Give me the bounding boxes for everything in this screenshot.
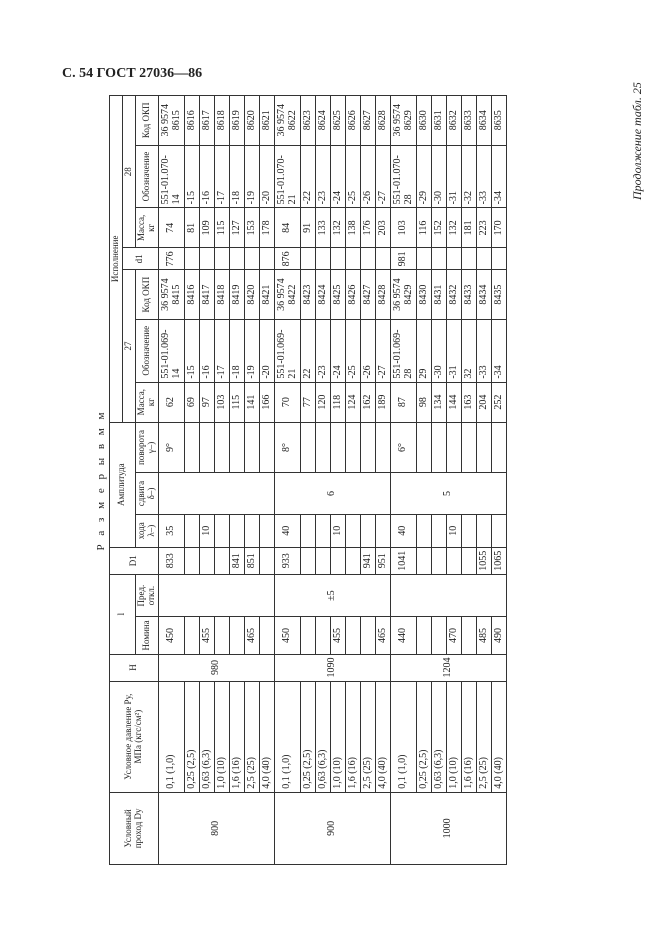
cell-mass27: 87 xyxy=(390,382,416,422)
cell-mass28: 84 xyxy=(274,208,300,248)
cell-pressure: 2,5 (25) xyxy=(476,681,491,792)
cell-d-exec xyxy=(461,248,476,270)
cell-designation28: -23 xyxy=(315,145,330,208)
cell-mass28: 132 xyxy=(330,208,345,248)
cell-amp-rot xyxy=(431,422,446,473)
cell-d-exec: 981 xyxy=(390,248,416,270)
col-d-exec: d1 xyxy=(122,248,158,270)
cell-amp-shift: 6 xyxy=(274,473,390,514)
cell-amp-rot xyxy=(300,422,315,473)
cell-amp-rot xyxy=(330,422,345,473)
cell-d1: 933 xyxy=(274,547,300,574)
col-amp-rot: поворота γ–) xyxy=(135,422,158,473)
cell-okp27: 36 9574 8422 xyxy=(274,270,300,320)
cell-d1 xyxy=(431,547,446,574)
cell-d1: 1041 xyxy=(390,547,416,574)
cell-designation28: -31 xyxy=(446,145,461,208)
cell-pressure: 4,0 (40) xyxy=(375,681,390,792)
cell-l-dev xyxy=(390,574,506,617)
col-l-nom: Номина xyxy=(135,617,158,654)
cell-amp-rot: 8° xyxy=(274,422,300,473)
cell-okp28: 36 9574 8615 xyxy=(158,96,184,146)
cell-d-exec xyxy=(315,248,330,270)
cell-l-nom xyxy=(259,617,274,654)
cell-l-nom: 455 xyxy=(199,617,214,654)
cell-l-nom: 440 xyxy=(390,617,416,654)
col-pressure: Условное давление Pу, МПа (кгс/см²) xyxy=(110,681,159,792)
cell-amp-stroke xyxy=(476,514,491,547)
table-body xyxy=(158,96,506,865)
cell-amp-stroke xyxy=(461,514,476,547)
cell-d-exec: 776 xyxy=(158,248,184,270)
cell-okp28: 8617 xyxy=(199,96,214,146)
cell-mass27: 163 xyxy=(461,382,476,422)
cell-mass28: 133 xyxy=(315,208,330,248)
cell-pressure: 0,25 (2,5) xyxy=(184,681,199,792)
cell-designation27: 551-01.069-28 xyxy=(390,319,416,382)
cell-l-nom xyxy=(461,617,476,654)
cell-amp-rot xyxy=(229,422,244,473)
cell-d-exec: 876 xyxy=(274,248,300,270)
cell-pressure: 0,1 (1,0) xyxy=(390,681,416,792)
cell-l-nom: 490 xyxy=(491,617,506,654)
cell-okp27: 8423 xyxy=(300,270,315,320)
cell-okp28: 8620 xyxy=(244,96,259,146)
cell-amp-stroke xyxy=(244,514,259,547)
cell-mass27: 118 xyxy=(330,382,345,422)
cell-designation28: 551-01.070-21 xyxy=(274,145,300,208)
cell-designation28: -33 xyxy=(476,145,491,208)
cell-okp27: 36 9574 8429 xyxy=(390,270,416,320)
cell-okp28: 8635 xyxy=(491,96,506,146)
col-l-dev: Пред. откл. xyxy=(135,574,158,617)
cell-amp-rot xyxy=(315,422,330,473)
cell-okp27: 8427 xyxy=(360,270,375,320)
cell-amp-rot xyxy=(461,422,476,473)
cell-pressure: 0,25 (2,5) xyxy=(300,681,315,792)
cell-pressure: 1,6 (16) xyxy=(229,681,244,792)
cell-okp27: 8417 xyxy=(199,270,214,320)
cell-okp28: 8630 xyxy=(416,96,431,146)
cell-okp28: 8624 xyxy=(315,96,330,146)
cell-okp27: 8420 xyxy=(244,270,259,320)
cell-mass28: 153 xyxy=(244,208,259,248)
cell-d-exec xyxy=(491,248,506,270)
cell-okp28: 8631 xyxy=(431,96,446,146)
cell-pressure: 0,63 (6,3) xyxy=(315,681,330,792)
cell-dy: 800 xyxy=(158,792,274,864)
continuation-note: Продолжение табл. 25 xyxy=(630,82,644,200)
table-row xyxy=(158,96,184,865)
cell-designation27: -15 xyxy=(184,319,199,382)
cell-designation27: -25 xyxy=(345,319,360,382)
cell-amp-stroke: 40 xyxy=(274,514,300,547)
cell-d1 xyxy=(345,547,360,574)
cell-okp27: 8430 xyxy=(416,270,431,320)
cell-d1: 951 xyxy=(375,547,390,574)
col-amp-shift: сдвига δ–) xyxy=(135,473,158,514)
cell-mass27: 134 xyxy=(431,382,446,422)
cell-designation28: -24 xyxy=(330,145,345,208)
cell-pressure: 4,0 (40) xyxy=(491,681,506,792)
cell-mass28: 109 xyxy=(199,208,214,248)
col-exec27: 27 xyxy=(122,270,135,422)
cell-okp28: 8625 xyxy=(330,96,345,146)
cell-pressure: 1,0 (10) xyxy=(446,681,461,792)
cell-okp28: 8626 xyxy=(345,96,360,146)
cell-amp-rot: 9° xyxy=(158,422,184,473)
cell-mass28: 74 xyxy=(158,208,184,248)
cell-okp28: 8623 xyxy=(300,96,315,146)
cell-amp-stroke: 35 xyxy=(158,514,184,547)
cell-designation27: -16 xyxy=(199,319,214,382)
cell-mass27: 189 xyxy=(375,382,390,422)
cell-amp-shift: 5 xyxy=(390,473,506,514)
cell-mass27: 252 xyxy=(491,382,506,422)
cell-okp27: 8424 xyxy=(315,270,330,320)
cell-h: 1090 xyxy=(274,654,390,681)
cell-pressure: 1,0 (10) xyxy=(330,681,345,792)
cell-designation27: 32 xyxy=(461,319,476,382)
cell-amp-stroke xyxy=(431,514,446,547)
cell-d-exec xyxy=(431,248,446,270)
cell-pressure: 0,1 (1,0) xyxy=(274,681,300,792)
cell-designation28: -26 xyxy=(360,145,375,208)
cell-mass28: 138 xyxy=(345,208,360,248)
col-execution: Исполнение xyxy=(110,96,123,423)
cell-okp27: 8419 xyxy=(229,270,244,320)
cell-designation28: -30 xyxy=(431,145,446,208)
cell-amp-rot xyxy=(446,422,461,473)
cell-mass27: 144 xyxy=(446,382,461,422)
cell-mass27: 115 xyxy=(229,382,244,422)
cell-pressure: 2,5 (25) xyxy=(360,681,375,792)
cell-okp27: 36 9574 8415 xyxy=(158,270,184,320)
cell-mass28: 81 xyxy=(184,208,199,248)
cell-okp28: 8619 xyxy=(229,96,244,146)
cell-designation28: -19 xyxy=(244,145,259,208)
cell-okp27: 8435 xyxy=(491,270,506,320)
cell-mass27: 166 xyxy=(259,382,274,422)
col-mass28: Масса, кг xyxy=(135,208,158,248)
cell-amp-rot xyxy=(375,422,390,473)
cell-dy: 900 xyxy=(274,792,390,864)
cell-l-nom xyxy=(360,617,375,654)
cell-mass28: 91 xyxy=(300,208,315,248)
cell-mass28: 152 xyxy=(431,208,446,248)
col-mass27: Масса, кг xyxy=(135,382,158,422)
cell-designation28: 551-01.070-28 xyxy=(390,145,416,208)
cell-designation27: -17 xyxy=(214,319,229,382)
col-amp-stroke: хода λ–) xyxy=(135,514,158,547)
cell-d1: 833 xyxy=(158,547,184,574)
cell-okp27: 8434 xyxy=(476,270,491,320)
cell-pressure: 0,25 (2,5) xyxy=(416,681,431,792)
cell-pressure: 4,0 (40) xyxy=(259,681,274,792)
cell-okp27: 8432 xyxy=(446,270,461,320)
cell-pressure: 1,6 (16) xyxy=(461,681,476,792)
cell-amp-rot xyxy=(491,422,506,473)
cell-d1: 941 xyxy=(360,547,375,574)
cell-d1: 841 xyxy=(229,547,244,574)
cell-d-exec xyxy=(375,248,390,270)
cell-d-exec xyxy=(300,248,315,270)
cell-amp-rot xyxy=(259,422,274,473)
cell-amp-stroke xyxy=(360,514,375,547)
col-designation28: Обозначение xyxy=(135,145,158,208)
cell-amp-rot xyxy=(476,422,491,473)
cell-d1 xyxy=(214,547,229,574)
cell-designation27: -19 xyxy=(244,319,259,382)
col-amplitude: Амплитуда xyxy=(110,422,136,547)
cell-mass27: 69 xyxy=(184,382,199,422)
cell-l-nom xyxy=(229,617,244,654)
cell-d1: 1065 xyxy=(491,547,506,574)
cell-okp28: 36 9574 8622 xyxy=(274,96,300,146)
cell-mass28: 103 xyxy=(390,208,416,248)
cell-l-nom: 470 xyxy=(446,617,461,654)
cell-designation27: -18 xyxy=(229,319,244,382)
cell-d1 xyxy=(259,547,274,574)
cell-okp27: 8433 xyxy=(461,270,476,320)
cell-designation28: -16 xyxy=(199,145,214,208)
cell-pressure: 1,6 (16) xyxy=(345,681,360,792)
cell-amp-stroke xyxy=(214,514,229,547)
cell-amp-stroke xyxy=(315,514,330,547)
cell-mass27: 141 xyxy=(244,382,259,422)
cell-amp-shift xyxy=(158,473,274,514)
cell-d1 xyxy=(446,547,461,574)
cell-d-exec xyxy=(199,248,214,270)
cell-designation27: 22 xyxy=(300,319,315,382)
cell-d1 xyxy=(184,547,199,574)
cell-amp-stroke xyxy=(416,514,431,547)
cell-d1: 851 xyxy=(244,547,259,574)
cell-l-nom: 455 xyxy=(330,617,345,654)
cell-designation27: -30 xyxy=(431,319,446,382)
cell-pressure: 0,1 (1,0) xyxy=(158,681,184,792)
table-row xyxy=(390,96,416,865)
spec-table xyxy=(109,95,507,865)
cell-d1 xyxy=(330,547,345,574)
cell-d-exec xyxy=(446,248,461,270)
cell-mass27: 77 xyxy=(300,382,315,422)
cell-designation28: -18 xyxy=(229,145,244,208)
cell-designation27: -33 xyxy=(476,319,491,382)
cell-pressure: 0,63 (6,3) xyxy=(199,681,214,792)
col-okp28: Код ОКП xyxy=(135,96,158,146)
cell-h: 1204 xyxy=(390,654,506,681)
cell-h: 980 xyxy=(158,654,274,681)
cell-amp-stroke xyxy=(491,514,506,547)
cell-mass28: 116 xyxy=(416,208,431,248)
cell-designation28: -34 xyxy=(491,145,506,208)
page-header: С. 54 ГОСТ 27036—86 xyxy=(62,66,203,81)
cell-l-nom xyxy=(345,617,360,654)
cell-l-nom: 465 xyxy=(375,617,390,654)
cell-l-nom xyxy=(214,617,229,654)
cell-amp-rot xyxy=(184,422,199,473)
cell-l-nom xyxy=(300,617,315,654)
cell-amp-rot xyxy=(360,422,375,473)
cell-okp27: 8421 xyxy=(259,270,274,320)
col-okp27: Код ОКП xyxy=(135,270,158,320)
cell-designation28: -17 xyxy=(214,145,229,208)
cell-mass28: 115 xyxy=(214,208,229,248)
cell-designation27: 551-01.069-14 xyxy=(158,319,184,382)
cell-mass28: 132 xyxy=(446,208,461,248)
cell-designation28: -15 xyxy=(184,145,199,208)
cell-mass27: 103 xyxy=(214,382,229,422)
cell-designation27: -26 xyxy=(360,319,375,382)
cell-d-exec xyxy=(229,248,244,270)
col-h: H xyxy=(110,654,159,681)
cell-okp27: 8431 xyxy=(431,270,446,320)
cell-mass27: 97 xyxy=(199,382,214,422)
cell-l-nom xyxy=(315,617,330,654)
cell-amp-stroke xyxy=(300,514,315,547)
col-dy: Условный проход Dу xyxy=(110,792,159,864)
cell-okp28: 8616 xyxy=(184,96,199,146)
cell-okp28: 8618 xyxy=(214,96,229,146)
cell-mass27: 62 xyxy=(158,382,184,422)
cell-okp28: 8633 xyxy=(461,96,476,146)
cell-amp-stroke xyxy=(259,514,274,547)
cell-amp-rot xyxy=(214,422,229,473)
cell-l-nom xyxy=(184,617,199,654)
cell-amp-stroke xyxy=(184,514,199,547)
cell-d1 xyxy=(416,547,431,574)
cell-designation27: 29 xyxy=(416,319,431,382)
cell-mass28: 176 xyxy=(360,208,375,248)
cell-amp-rot xyxy=(416,422,431,473)
cell-l-nom: 465 xyxy=(244,617,259,654)
cell-okp27: 8426 xyxy=(345,270,360,320)
cell-l-nom xyxy=(431,617,446,654)
cell-mass28: 223 xyxy=(476,208,491,248)
cell-amp-stroke: 10 xyxy=(330,514,345,547)
cell-okp28: 36 9574 8629 xyxy=(390,96,416,146)
cell-designation28: -27 xyxy=(375,145,390,208)
cell-okp28: 8628 xyxy=(375,96,390,146)
cell-designation27: 551-01.069-21 xyxy=(274,319,300,382)
cell-d-exec xyxy=(244,248,259,270)
cell-d1 xyxy=(315,547,330,574)
cell-pressure: 0,63 (6,3) xyxy=(431,681,446,792)
cell-mass28: 178 xyxy=(259,208,274,248)
cell-dy: 1000 xyxy=(390,792,506,864)
col-exec28: 28 xyxy=(122,96,135,248)
cell-d-exec xyxy=(476,248,491,270)
cell-amp-stroke: 40 xyxy=(390,514,416,547)
cell-l-nom: 485 xyxy=(476,617,491,654)
cell-pressure: 2,5 (25) xyxy=(244,681,259,792)
cell-mass27: 120 xyxy=(315,382,330,422)
cell-mass27: 124 xyxy=(345,382,360,422)
cell-mass27: 162 xyxy=(360,382,375,422)
cell-amp-rot xyxy=(199,422,214,473)
cell-designation27: -31 xyxy=(446,319,461,382)
cell-mass27: 98 xyxy=(416,382,431,422)
cell-amp-stroke xyxy=(375,514,390,547)
cell-designation28: 551-01.070-14 xyxy=(158,145,184,208)
cell-amp-stroke: 10 xyxy=(446,514,461,547)
cell-designation28: -29 xyxy=(416,145,431,208)
cell-designation28: -22 xyxy=(300,145,315,208)
cell-d-exec xyxy=(345,248,360,270)
cell-d-exec xyxy=(330,248,345,270)
col-d1: D1 xyxy=(110,547,159,574)
cell-designation27: -24 xyxy=(330,319,345,382)
cell-d1 xyxy=(461,547,476,574)
cell-okp28: 8634 xyxy=(476,96,491,146)
cell-amp-rot xyxy=(244,422,259,473)
cell-pressure: 1,0 (10) xyxy=(214,681,229,792)
cell-okp28: 8627 xyxy=(360,96,375,146)
dimensions-caption: Р а з м е р ы в м м xyxy=(95,409,107,551)
cell-amp-rot xyxy=(345,422,360,473)
cell-l-dev: ±5 xyxy=(274,574,390,617)
cell-l-nom xyxy=(416,617,431,654)
cell-d1: 1055 xyxy=(476,547,491,574)
cell-okp27: 8416 xyxy=(184,270,199,320)
rotated-table-block xyxy=(95,95,507,865)
cell-amp-stroke: 10 xyxy=(199,514,214,547)
cell-l-nom: 450 xyxy=(158,617,184,654)
cell-mass28: 181 xyxy=(461,208,476,248)
cell-designation27: -20 xyxy=(259,319,274,382)
cell-amp-rot: 6° xyxy=(390,422,416,473)
cell-l-nom: 450 xyxy=(274,617,300,654)
cell-mass27: 70 xyxy=(274,382,300,422)
cell-d-exec xyxy=(184,248,199,270)
cell-mass27: 204 xyxy=(476,382,491,422)
cell-designation27: -34 xyxy=(491,319,506,382)
cell-mass28: 127 xyxy=(229,208,244,248)
cell-designation28: -25 xyxy=(345,145,360,208)
cell-okp27: 8428 xyxy=(375,270,390,320)
cell-d-exec xyxy=(214,248,229,270)
cell-d-exec xyxy=(416,248,431,270)
cell-amp-stroke xyxy=(345,514,360,547)
col-designation27: Обозначение xyxy=(135,319,158,382)
cell-okp28: 8621 xyxy=(259,96,274,146)
cell-d-exec xyxy=(360,248,375,270)
cell-designation27: -23 xyxy=(315,319,330,382)
cell-d-exec xyxy=(259,248,274,270)
cell-designation28: -32 xyxy=(461,145,476,208)
cell-d1 xyxy=(300,547,315,574)
cell-okp28: 8632 xyxy=(446,96,461,146)
col-l: l xyxy=(110,574,136,654)
table-row xyxy=(274,96,300,865)
cell-okp27: 8425 xyxy=(330,270,345,320)
cell-l-dev xyxy=(158,574,274,617)
cell-d1 xyxy=(199,547,214,574)
cell-mass28: 170 xyxy=(491,208,506,248)
cell-okp27: 8418 xyxy=(214,270,229,320)
cell-designation28: -20 xyxy=(259,145,274,208)
cell-designation27: -27 xyxy=(375,319,390,382)
cell-mass28: 203 xyxy=(375,208,390,248)
cell-amp-stroke xyxy=(229,514,244,547)
